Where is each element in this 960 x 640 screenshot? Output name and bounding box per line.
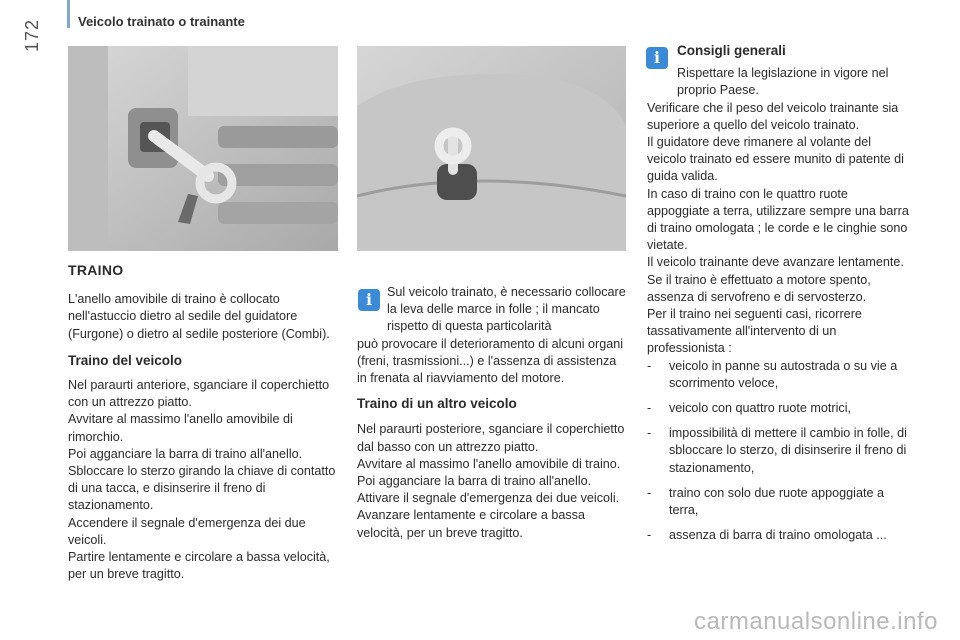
right-column [647,42,912,552]
info-icon: i [646,47,668,69]
consigli-paragraph: Se il traino è effettuato a motore spento, assenza di servofreno e di servosterzo. [647,272,871,304]
consigli-paragraph: Il guidatore deve rimanere al volante del veicolo trainato ed essere munito di patente di guida valida. [647,135,904,184]
section-title-traino: TRAINO [68,262,124,278]
list-dash: - [647,401,652,416]
header-accent-bar [67,0,70,28]
list-item [647,358,912,392]
list-item-text: impossibilità di mettere il cambio in folle, di sbloccare lo sterzo, di disinserire il freno di stazionamento, [669,426,907,475]
traino-veicolo-line: Sbloccare lo sterzo girando la chiave di contatto di una tacca, e disinserire il freno di stazionamento. [68,464,336,513]
consigli-title: Consigli generali [677,43,786,58]
traino-veicolo-line: Avvitare al massimo l'anello amovibile di rimorchio. [68,412,293,444]
traino-altro-line: Attivare il segnale d'emergenza dei due veicoli. [357,491,620,506]
subsection-title-traino-veicolo: Traino del veicolo [68,352,183,368]
list-dash: - [647,426,652,441]
traino-veicolo-line: Nel paraurti anteriore, sganciare il coperchietto con un attrezzo piatto. [68,378,330,410]
list-dash: - [647,358,652,373]
traino-veicolo-text [68,377,340,583]
info-icon: i [358,289,380,311]
traino-veicolo-line: Poi agganciare la barra di traino all'anello. [68,446,303,461]
list-item-text: traino con solo due ruote appoggiate a terra, [669,485,884,518]
list-dash: - [647,528,652,543]
traino-altro-line: Poi agganciare la barra di traino all'anello. [357,474,592,489]
list-item [647,527,912,544]
consigli-intro: Rispettare la legislazione in vigore nel proprio Paese. [677,66,889,98]
list-item [647,400,912,417]
traino-altro-line: Nel paraurti posteriore, sganciare il coperchietto dal basso con un attrezzo piatto. [357,422,625,454]
left-column [68,262,340,583]
info-note-lead: Sul veicolo trainato, è necessario collocare la leva delle marce in folle ; il mancato rispetto di questa particolarità [387,285,626,334]
list-dash: - [647,485,652,500]
consigli-paragraph: Verificare che il peso del veicolo trainante sia superiore a quello del veicolo trainato. [647,100,899,132]
consigli-paragraph: Il veicolo trainante deve avanzare lentamente. [647,255,904,270]
consigli-paragraph: Per il traino nei seguenti casi, ricorrere tassativamente all'intervento di un professionista : [647,307,862,356]
traino-veicolo-line: Accendere il segnale d'emergenza dei due veicoli. [68,515,306,547]
list-item-text: veicolo in panne su autostrada o su vie a scorrimento veloce, [669,358,898,390]
traino-altro-text [357,421,629,541]
consigli-paragraph: In caso di traino con le quattro ruote appoggiate a terra, utilizzare sempre una barra di traino omologata ; le corde e le cinghie sono vietate. [647,186,909,253]
traino-altro-line: Avvitare al massimo l'anello amovibile di traino. [357,456,621,471]
info-note-rest: può provocare il deterioramento di alcuni organi (freni, trasmissioni...) e l'assenza di assistenza in frenata al riavviamento del motore. [357,336,624,386]
page-number: 172 [22,18,42,52]
tow-ring-close-up-photo [357,46,626,251]
traino-intro: L'anello amovibile di traino è collocato nell'astuccio dietro al sedile del guidatore (Furgone) o dietro al sedile posteriore (Combi). [68,292,330,341]
traino-altro-line: Avanzare lentamente e circolare a bassa velocità, per un breve tragitto. [357,508,585,540]
subsection-title-traino-altro: Traino di un altro veicolo [357,396,517,412]
consigli-list [647,358,912,545]
traino-veicolo-line: Partire lentamente e circolare a bassa velocità, per un breve tragitto. [68,550,330,582]
list-item [647,425,912,477]
middle-column [357,284,629,542]
watermark-text: carmanualsonline.info [694,608,938,635]
list-item-text: assenza di barra di traino omologata ... [669,528,887,543]
tow-ring-installed-photo [68,46,338,251]
list-item [647,485,912,519]
list-item-text: veicolo con quattro ruote motrici, [669,401,851,416]
page-header-title: Veicolo trainato o trainante [78,14,245,29]
